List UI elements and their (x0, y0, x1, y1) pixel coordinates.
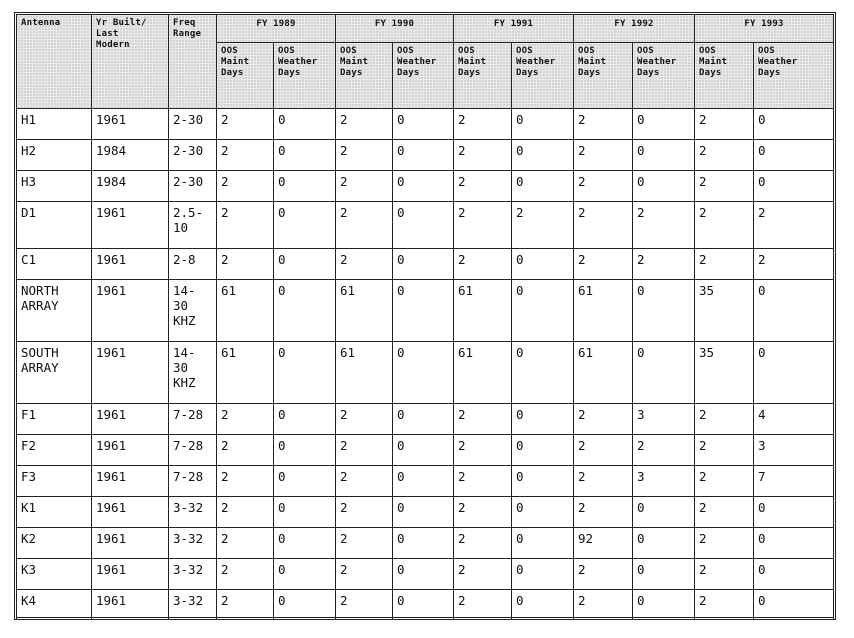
cell-oos-weather-days: 0 (633, 342, 695, 404)
cell-year-built: 1961 (92, 342, 169, 404)
cell-oos-weather-days: 0 (633, 528, 695, 559)
cell-oos-maint-days: 2 (217, 497, 274, 528)
cell-year-built: 1961 (92, 466, 169, 497)
cell-freq-range: 2-30 (169, 109, 217, 140)
cell-oos-maint-days: 2 (454, 435, 512, 466)
cell-oos-weather-days: 0 (393, 435, 454, 466)
cell-oos-weather-days: 0 (393, 109, 454, 140)
cell-oos-maint-days: 2 (217, 404, 274, 435)
cell-oos-weather-days: 0 (274, 109, 336, 140)
cell-oos-weather-days: 0 (512, 559, 574, 590)
cell-oos-weather-days: 2 (512, 202, 574, 249)
table-row (17, 109, 834, 140)
cell-oos-weather-days: 0 (274, 559, 336, 590)
cell-year-built: 1961 (92, 404, 169, 435)
cell-antenna: H1 (17, 109, 92, 140)
cell-oos-weather-days: 0 (393, 590, 454, 620)
cell-oos-maint-days: 2 (336, 435, 393, 466)
table-row (17, 435, 834, 466)
cell-oos-weather-days: 4 (754, 404, 834, 435)
cell-oos-maint-days: 2 (217, 435, 274, 466)
cell-oos-weather-days: 0 (274, 466, 336, 497)
cell-oos-weather-days: 0 (754, 171, 834, 202)
cell-oos-weather-days: 0 (274, 280, 336, 342)
cell-oos-maint-days: 2 (454, 249, 512, 280)
cell-oos-maint-days: 2 (336, 404, 393, 435)
cell-year-built: 1961 (92, 497, 169, 528)
cell-oos-maint-days: 2 (695, 528, 754, 559)
cell-oos-maint-days: 2 (454, 497, 512, 528)
cell-oos-weather-days: 0 (393, 497, 454, 528)
cell-freq-range: 2.5- 10 (169, 202, 217, 249)
cell-oos-weather-days: 0 (633, 497, 695, 528)
cell-oos-maint-days: 2 (217, 590, 274, 620)
cell-oos-maint-days: 2 (217, 171, 274, 202)
cell-oos-maint-days: 2 (574, 404, 633, 435)
cell-oos-maint-days: 2 (217, 140, 274, 171)
cell-oos-weather-days: 0 (393, 140, 454, 171)
cell-antenna: K4 (17, 590, 92, 620)
cell-oos-weather-days: 0 (393, 171, 454, 202)
cell-oos-weather-days: 0 (512, 171, 574, 202)
cell-oos-maint-days: 2 (217, 202, 274, 249)
cell-oos-maint-days: 2 (336, 249, 393, 280)
cell-oos-weather-days: 7 (754, 466, 834, 497)
cell-oos-weather-days: 0 (633, 280, 695, 342)
cell-oos-weather-days: 0 (633, 140, 695, 171)
cell-oos-weather-days: 3 (754, 435, 834, 466)
cell-oos-maint-days: 2 (336, 528, 393, 559)
cell-year-built: 1961 (92, 202, 169, 249)
cell-oos-maint-days: 2 (336, 202, 393, 249)
cell-antenna: F2 (17, 435, 92, 466)
cell-oos-weather-days: 0 (393, 466, 454, 497)
header-oos-maint-days: OOS Maint Days (574, 43, 633, 109)
cell-oos-maint-days: 2 (574, 559, 633, 590)
cell-oos-weather-days: 0 (512, 140, 574, 171)
cell-oos-maint-days: 2 (336, 171, 393, 202)
cell-oos-maint-days: 92 (574, 528, 633, 559)
cell-oos-maint-days: 2 (454, 171, 512, 202)
header-freq-range: Freq Range (169, 15, 217, 109)
cell-antenna: D1 (17, 202, 92, 249)
cell-oos-maint-days: 2 (695, 497, 754, 528)
cell-oos-weather-days: 0 (393, 404, 454, 435)
cell-oos-weather-days: 0 (754, 109, 834, 140)
header-fy-1989: FY 1989 (217, 15, 336, 43)
cell-oos-maint-days: 2 (695, 109, 754, 140)
cell-freq-range: 3-32 (169, 590, 217, 620)
cell-oos-maint-days: 2 (454, 202, 512, 249)
cell-oos-weather-days: 0 (512, 497, 574, 528)
cell-oos-weather-days: 0 (633, 109, 695, 140)
cell-oos-maint-days: 2 (695, 435, 754, 466)
table-header (17, 15, 834, 109)
cell-oos-weather-days: 0 (274, 202, 336, 249)
cell-oos-weather-days: 0 (393, 528, 454, 559)
cell-freq-range: 14- 30 KHZ (169, 342, 217, 404)
cell-oos-weather-days: 0 (393, 202, 454, 249)
table-row (17, 140, 834, 171)
cell-oos-weather-days: 2 (633, 435, 695, 466)
cell-oos-weather-days: 0 (512, 109, 574, 140)
table-row (17, 171, 834, 202)
cell-antenna: NORTH ARRAY (17, 280, 92, 342)
header-oos-weather-days: OOS Weather Days (633, 43, 695, 109)
cell-oos-maint-days: 2 (695, 404, 754, 435)
table-row (17, 404, 834, 435)
header-oos-weather-days: OOS Weather Days (512, 43, 574, 109)
table-row (17, 280, 834, 342)
cell-year-built: 1961 (92, 249, 169, 280)
cell-oos-maint-days: 2 (574, 202, 633, 249)
cell-oos-weather-days: 0 (274, 528, 336, 559)
cell-oos-maint-days: 61 (574, 280, 633, 342)
cell-year-built: 1961 (92, 109, 169, 140)
cell-oos-maint-days: 2 (695, 249, 754, 280)
cell-oos-maint-days: 2 (574, 466, 633, 497)
cell-oos-maint-days: 2 (454, 140, 512, 171)
cell-oos-maint-days: 2 (336, 497, 393, 528)
header-fy-1993: FY 1993 (695, 15, 834, 43)
cell-oos-maint-days: 2 (217, 528, 274, 559)
cell-freq-range: 7-28 (169, 404, 217, 435)
cell-freq-range: 7-28 (169, 466, 217, 497)
cell-freq-range: 3-32 (169, 559, 217, 590)
table-row (17, 590, 834, 620)
cell-antenna: C1 (17, 249, 92, 280)
cell-oos-maint-days: 2 (336, 466, 393, 497)
table-row (17, 342, 834, 404)
cell-oos-weather-days: 0 (274, 404, 336, 435)
cell-oos-weather-days: 0 (512, 466, 574, 497)
header-oos-weather-days: OOS Weather Days (274, 43, 336, 109)
antenna-oos-table (16, 14, 834, 620)
cell-oos-weather-days: 0 (393, 559, 454, 590)
header-oos-weather-days: OOS Weather Days (393, 43, 454, 109)
cell-antenna: F3 (17, 466, 92, 497)
cell-antenna: F1 (17, 404, 92, 435)
cell-oos-weather-days: 0 (274, 497, 336, 528)
cell-oos-maint-days: 2 (454, 404, 512, 435)
cell-oos-weather-days: 0 (754, 590, 834, 620)
table-row (17, 528, 834, 559)
header-oos-weather-days: OOS Weather Days (754, 43, 834, 109)
cell-antenna: K3 (17, 559, 92, 590)
cell-oos-maint-days: 2 (574, 435, 633, 466)
cell-oos-maint-days: 2 (574, 109, 633, 140)
cell-oos-maint-days: 2 (574, 140, 633, 171)
cell-antenna: H2 (17, 140, 92, 171)
cell-oos-maint-days: 2 (574, 497, 633, 528)
cell-oos-maint-days: 2 (574, 249, 633, 280)
cell-freq-range: 2-8 (169, 249, 217, 280)
table-row (17, 466, 834, 497)
cell-oos-maint-days: 2 (574, 590, 633, 620)
cell-oos-weather-days: 0 (274, 171, 336, 202)
cell-antenna: K2 (17, 528, 92, 559)
cell-oos-weather-days: 0 (512, 342, 574, 404)
cell-oos-weather-days: 0 (754, 140, 834, 171)
cell-year-built: 1961 (92, 280, 169, 342)
header-fy-1992: FY 1992 (574, 15, 695, 43)
cell-oos-weather-days: 2 (754, 202, 834, 249)
cell-oos-weather-days: 0 (754, 528, 834, 559)
cell-oos-maint-days: 35 (695, 280, 754, 342)
cell-oos-weather-days: 0 (754, 280, 834, 342)
cell-oos-weather-days: 3 (633, 466, 695, 497)
cell-oos-maint-days: 2 (454, 109, 512, 140)
cell-oos-maint-days: 61 (574, 342, 633, 404)
cell-oos-maint-days: 2 (695, 590, 754, 620)
cell-oos-maint-days: 61 (336, 342, 393, 404)
cell-oos-maint-days: 61 (454, 342, 512, 404)
header-fy-1990: FY 1990 (336, 15, 454, 43)
cell-oos-maint-days: 2 (454, 559, 512, 590)
cell-oos-weather-days: 0 (274, 435, 336, 466)
table-row (17, 497, 834, 528)
cell-oos-weather-days: 0 (512, 435, 574, 466)
cell-antenna: K1 (17, 497, 92, 528)
header-oos-maint-days: OOS Maint Days (336, 43, 393, 109)
cell-oos-maint-days: 2 (454, 466, 512, 497)
cell-oos-weather-days: 0 (633, 559, 695, 590)
cell-oos-maint-days: 2 (454, 528, 512, 559)
cell-oos-maint-days: 2 (336, 140, 393, 171)
cell-year-built: 1961 (92, 590, 169, 620)
header-fy-1991: FY 1991 (454, 15, 574, 43)
table-row (17, 559, 834, 590)
cell-oos-maint-days: 2 (336, 559, 393, 590)
cell-oos-weather-days: 0 (274, 590, 336, 620)
table-row (17, 202, 834, 249)
cell-oos-weather-days: 0 (274, 342, 336, 404)
cell-oos-weather-days: 0 (512, 280, 574, 342)
cell-oos-maint-days: 2 (454, 590, 512, 620)
cell-freq-range: 7-28 (169, 435, 217, 466)
cell-oos-weather-days: 0 (393, 280, 454, 342)
cell-oos-maint-days: 2 (336, 109, 393, 140)
cell-year-built: 1961 (92, 528, 169, 559)
cell-oos-weather-days: 2 (754, 249, 834, 280)
cell-freq-range: 2-30 (169, 171, 217, 202)
cell-year-built: 1984 (92, 171, 169, 202)
cell-oos-maint-days: 2 (695, 559, 754, 590)
header-oos-maint-days: OOS Maint Days (217, 43, 274, 109)
cell-freq-range: 2-30 (169, 140, 217, 171)
cell-oos-weather-days: 0 (512, 404, 574, 435)
cell-oos-maint-days: 2 (574, 171, 633, 202)
cell-year-built: 1961 (92, 559, 169, 590)
cell-oos-maint-days: 61 (454, 280, 512, 342)
cell-oos-maint-days: 2 (695, 140, 754, 171)
cell-antenna: SOUTH ARRAY (17, 342, 92, 404)
cell-year-built: 1961 (92, 435, 169, 466)
cell-freq-range: 3-32 (169, 497, 217, 528)
cell-oos-maint-days: 61 (217, 280, 274, 342)
cell-oos-maint-days: 2 (217, 466, 274, 497)
cell-oos-weather-days: 2 (633, 202, 695, 249)
header-antenna: Antenna (17, 15, 92, 109)
header-oos-maint-days: OOS Maint Days (454, 43, 512, 109)
header-oos-maint-days: OOS Maint Days (695, 43, 754, 109)
cell-oos-maint-days: 2 (336, 590, 393, 620)
cell-oos-weather-days: 0 (633, 171, 695, 202)
cell-oos-maint-days: 2 (217, 559, 274, 590)
cell-oos-weather-days: 0 (274, 140, 336, 171)
cell-freq-range: 3-32 (169, 528, 217, 559)
cell-oos-weather-days: 0 (633, 590, 695, 620)
cell-oos-maint-days: 35 (695, 342, 754, 404)
cell-oos-weather-days: 3 (633, 404, 695, 435)
header-year-built: Yr Built/ Last Modern (92, 15, 169, 109)
cell-oos-weather-days: 0 (754, 559, 834, 590)
cell-oos-maint-days: 2 (695, 171, 754, 202)
cell-oos-maint-days: 61 (217, 342, 274, 404)
cell-oos-weather-days: 0 (754, 497, 834, 528)
cell-oos-weather-days: 0 (393, 249, 454, 280)
cell-oos-weather-days: 0 (754, 342, 834, 404)
cell-year-built: 1984 (92, 140, 169, 171)
table-row (17, 249, 834, 280)
cell-oos-weather-days: 0 (274, 249, 336, 280)
cell-oos-maint-days: 2 (217, 249, 274, 280)
cell-oos-weather-days: 0 (512, 590, 574, 620)
cell-oos-maint-days: 2 (695, 466, 754, 497)
cell-antenna: H3 (17, 171, 92, 202)
cell-freq-range: 14- 30 KHZ (169, 280, 217, 342)
cell-oos-maint-days: 2 (217, 109, 274, 140)
cell-oos-weather-days: 2 (633, 249, 695, 280)
cell-oos-weather-days: 0 (393, 342, 454, 404)
table-body (17, 109, 834, 620)
cell-oos-weather-days: 0 (512, 528, 574, 559)
cell-oos-maint-days: 61 (336, 280, 393, 342)
cell-oos-weather-days: 0 (512, 249, 574, 280)
cell-oos-maint-days: 2 (695, 202, 754, 249)
